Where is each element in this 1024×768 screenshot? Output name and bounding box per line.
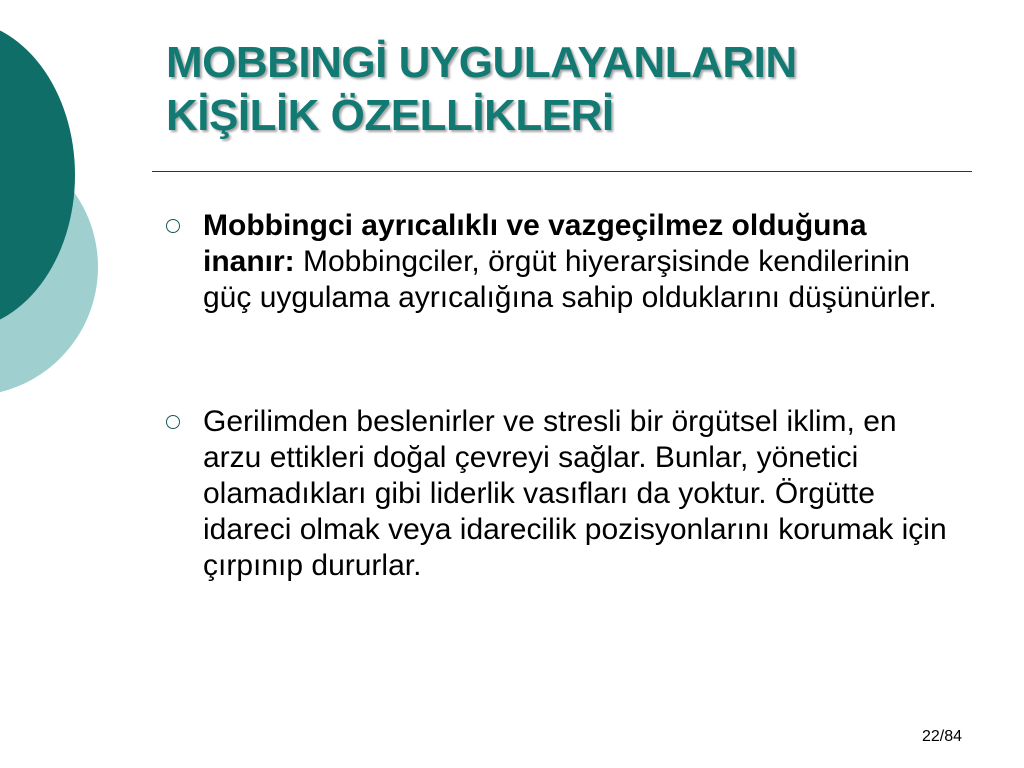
circle-bullet-icon: [166, 219, 184, 231]
bullet-text: [203, 404, 956, 584]
bullet-bold-lead: Mobbingci ayrıcalıklı ve vazgeçilmez olduğuna inanır:: [203, 209, 867, 278]
title-divider: [152, 171, 972, 172]
bullet-item: [166, 404, 956, 584]
slide-title-line-1: MOBBINGİ UYGULAYANLARIN: [166, 38, 797, 87]
bullet-body: Gerilimden beslenirler ve stresli bir örgütsel iklim, en arzu ettikleri doğal çevreyi sağlar. Bunlar, yönetici olamadıkları gibi liderlik vasıfları da yoktur. Örgütte idareci olmak veya idarecilik pozisyonlarını korumak için çırpınıp dururlar.: [203, 405, 947, 582]
circle-bullet-icon: [166, 415, 184, 427]
page-number: 22/84: [921, 728, 962, 745]
bullet-item: [166, 208, 956, 316]
slide-title: [166, 36, 966, 142]
slide-title-line-2: KİŞİLİK ÖZELLİKLERİ: [166, 91, 614, 140]
bullet-body: Mobbingciler, örgüt hiyerarşisinde kendilerinin güç uygulama ayrıcalığına sahip olduklarını düşünürler.: [203, 245, 937, 314]
bullet-text: [203, 208, 956, 316]
